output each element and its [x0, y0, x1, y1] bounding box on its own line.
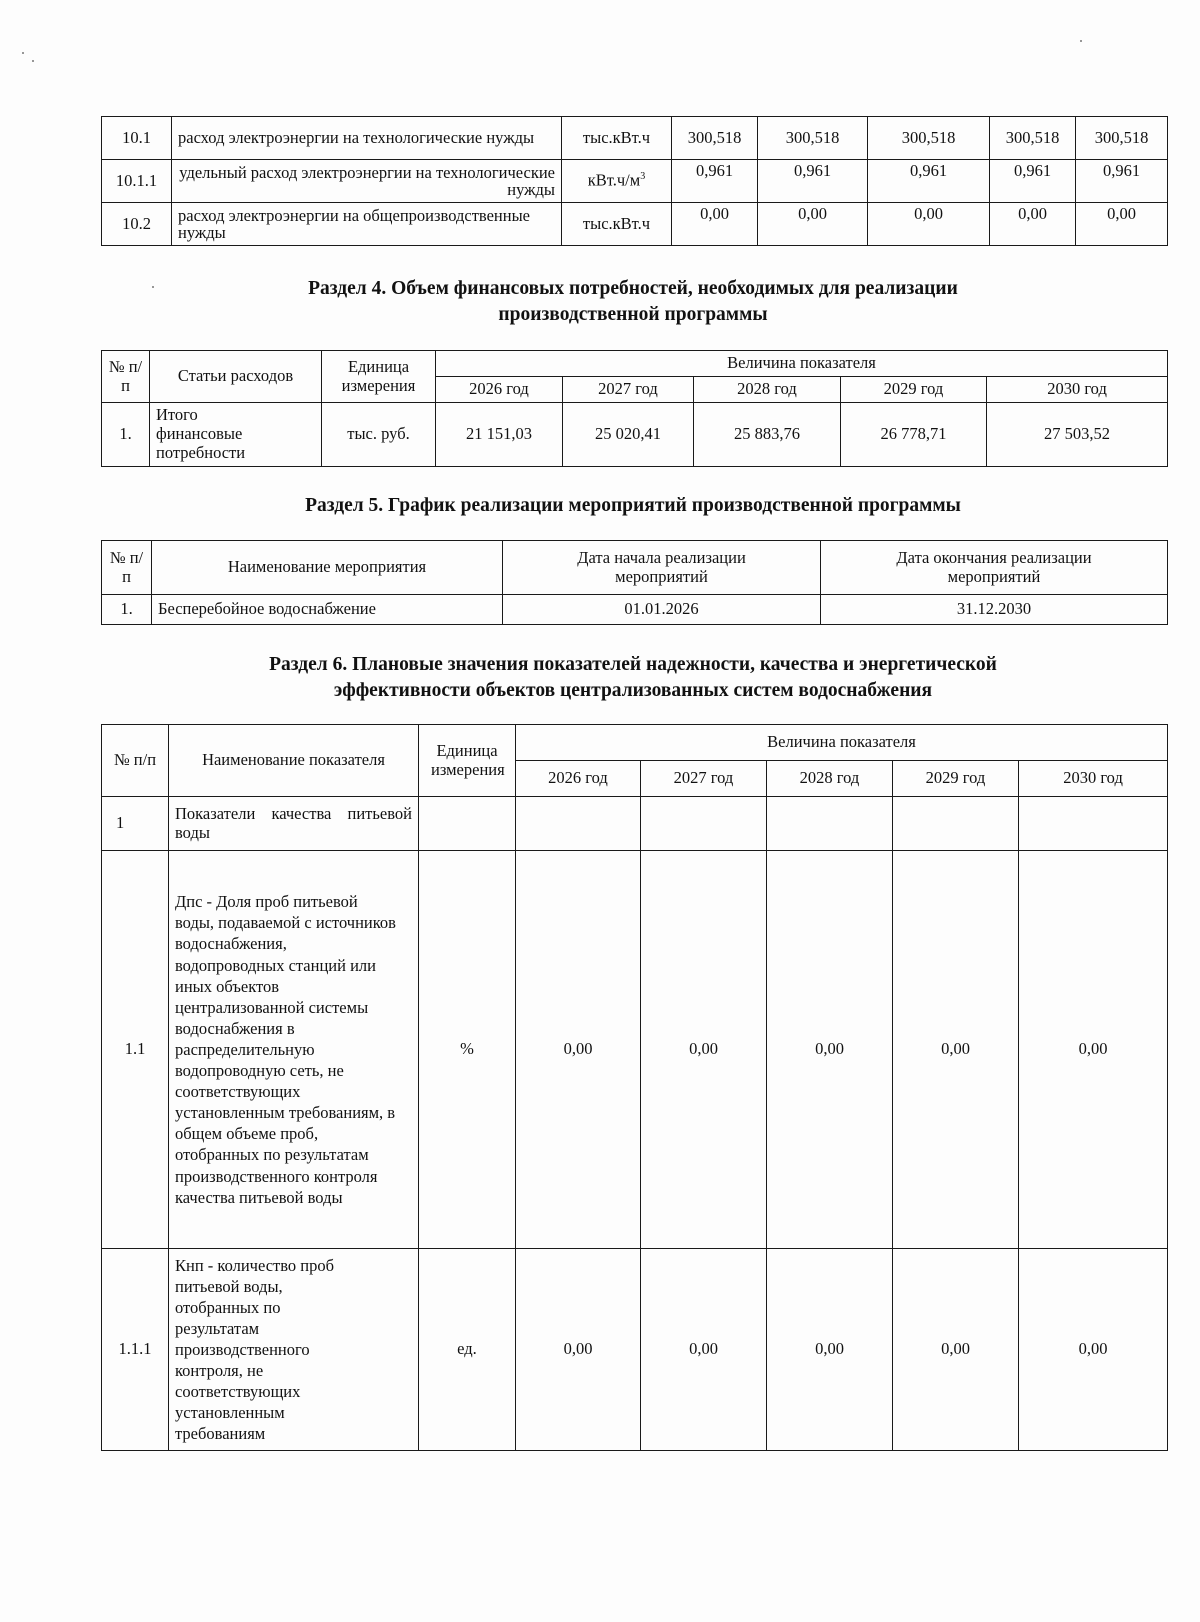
value-cell: 0,00 [1076, 203, 1168, 246]
value-cell: 25 020,41 [563, 403, 694, 467]
value-cell: 0,00 [1019, 1249, 1168, 1451]
row-unit: ед. [419, 1249, 516, 1451]
header-year: 2026 год [516, 761, 641, 797]
value-cell: 0,961 [1076, 160, 1168, 203]
row-unit: тыс.кВт.ч [562, 117, 672, 160]
value-cell: 0,961 [868, 160, 990, 203]
value-cell: 300,518 [868, 117, 990, 160]
table-row [102, 851, 1168, 1249]
value-cell: 0,961 [990, 160, 1076, 203]
value-cell: 0,00 [516, 1249, 641, 1451]
row-unit [419, 797, 516, 851]
section4-title-line1: Раздел 4. Объем финансовых потребностей, необходимых для реализации [308, 278, 958, 299]
value-cell: 0,00 [767, 1249, 893, 1451]
value-cell: 300,518 [758, 117, 868, 160]
value-cell: 27 503,52 [987, 403, 1168, 467]
header-start-date: Дата начала реализации мероприятий [503, 541, 821, 595]
unit-superscript: 3 [640, 171, 646, 183]
header-value-group: Величина показателя [436, 351, 1168, 377]
scan-speck [32, 60, 34, 62]
reliability-indicators-table [101, 724, 1168, 1451]
header-number: № п/п [102, 541, 152, 595]
header-unit: Единица измерения [322, 351, 436, 403]
value-cell: 0,00 [990, 203, 1076, 246]
header-year: 2029 год [841, 377, 987, 403]
row-number: 1. [102, 403, 150, 467]
row-name: Показатели качества питьевой воды [169, 797, 419, 851]
table-row [102, 403, 1168, 467]
value-cell: 0,00 [758, 203, 868, 246]
value-cell: 300,518 [990, 117, 1076, 160]
value-cell: 300,518 [1076, 117, 1168, 160]
row-name: Бесперебойное водоснабжение [152, 595, 503, 625]
header-row [102, 351, 1168, 377]
header-name: Наименование мероприятия [152, 541, 503, 595]
header-number: № п/п [102, 351, 150, 403]
row-number: 10.1.1 [102, 160, 172, 203]
value-cell: 0,00 [672, 203, 758, 246]
energy-consumption-table [101, 116, 1168, 246]
value-cell: 300,518 [672, 117, 758, 160]
section5-title: Раздел 5. График реализации мероприятий производственной программы [305, 495, 961, 516]
table-row [102, 595, 1168, 625]
section6-title-line1: Раздел 6. Плановые значения показателей надежности, качества и энергетической [269, 654, 997, 675]
unit-text: кВт.ч/м [587, 170, 641, 190]
header-year: 2027 год [563, 377, 694, 403]
row-end-date: 31.12.2030 [821, 595, 1168, 625]
row-name: Дпс - Доля проб питьевой воды, подаваемой с источников водоснабжения, водопроводных станций или иных объектов централизованной системы водоснабжения в распределительную водопроводную сеть, не соответствующих установленным требованиям, в общем объеме проб, отобранных по результатам производственного контроля качества питьевой воды [169, 851, 419, 1249]
value-cell [1019, 797, 1168, 851]
header-number: № п/п [102, 725, 169, 797]
value-cell: 25 883,76 [694, 403, 841, 467]
value-cell: 0,00 [516, 851, 641, 1249]
section4-title-line2: производственной программы [498, 304, 768, 326]
value-cell: 0,00 [641, 851, 767, 1249]
row-start-date: 01.01.2026 [503, 595, 821, 625]
value-cell: 0,00 [1019, 851, 1168, 1249]
header-row [102, 541, 1168, 595]
value-cell: 0,00 [868, 203, 990, 246]
scan-speck [22, 52, 24, 54]
value-cell [516, 797, 641, 851]
header-year: 2030 год [1019, 761, 1168, 797]
header-year: 2029 год [893, 761, 1019, 797]
value-cell: 0,00 [893, 1249, 1019, 1451]
row-unit: % [419, 851, 516, 1249]
row-item: Итого финансовые потребности [150, 403, 322, 467]
table-row [102, 1249, 1168, 1451]
row-number: 1.1 [102, 851, 169, 1249]
header-name: Наименование показателя [169, 725, 419, 797]
row-name: удельный расход электроэнергии на технологические нужды [172, 160, 562, 203]
row-unit: тыс.кВт.ч [562, 203, 672, 246]
value-cell: 0,00 [767, 851, 893, 1249]
row-name: Кнп - количество проб питьевой воды, отобранных по результатам производственного контроля, не соответствующих установленным требованиям [169, 1249, 419, 1451]
row-number: 1.1.1 [102, 1249, 169, 1451]
row-number: 1. [102, 595, 152, 625]
table-row [102, 117, 1168, 160]
row-name: расход электроэнергии на технологические нужды [172, 117, 562, 160]
header-unit: Единица измерения [419, 725, 516, 797]
header-year: 2030 год [987, 377, 1168, 403]
value-cell: 0,00 [893, 851, 1019, 1249]
row-number: 10.1 [102, 117, 172, 160]
header-year: 2026 год [436, 377, 563, 403]
section4-title [100, 276, 1166, 329]
section6-title [100, 652, 1166, 705]
row-number: 10.2 [102, 203, 172, 246]
header-year: 2028 год [694, 377, 841, 403]
header-item: Статьи расходов [150, 351, 322, 403]
financial-needs-table [101, 350, 1168, 467]
header-value-group: Величина показателя [516, 725, 1168, 761]
table-row [102, 160, 1168, 203]
value-cell: 21 151,03 [436, 403, 563, 467]
value-cell: 0,961 [758, 160, 868, 203]
header-year: 2028 год [767, 761, 893, 797]
value-cell [641, 797, 767, 851]
value-cell: 26 778,71 [841, 403, 987, 467]
header-row [102, 725, 1168, 761]
header-end-date: Дата окончания реализации мероприятий [821, 541, 1168, 595]
value-cell [767, 797, 893, 851]
scan-speck [1080, 40, 1082, 42]
header-year: 2027 год [641, 761, 767, 797]
row-unit [562, 160, 672, 203]
value-cell [893, 797, 1019, 851]
table-row [102, 203, 1168, 246]
row-unit: тыс. руб. [322, 403, 436, 467]
row-number: 1 [102, 797, 169, 851]
table-row [102, 797, 1168, 851]
row-name: расход электроэнергии на общепроизводственные нужды [172, 203, 562, 246]
value-cell: 0,00 [641, 1249, 767, 1451]
value-cell: 0,961 [672, 160, 758, 203]
schedule-table [101, 540, 1168, 625]
section6-title-line2: эффективности объектов централизованных систем водоснабжения [333, 680, 933, 702]
